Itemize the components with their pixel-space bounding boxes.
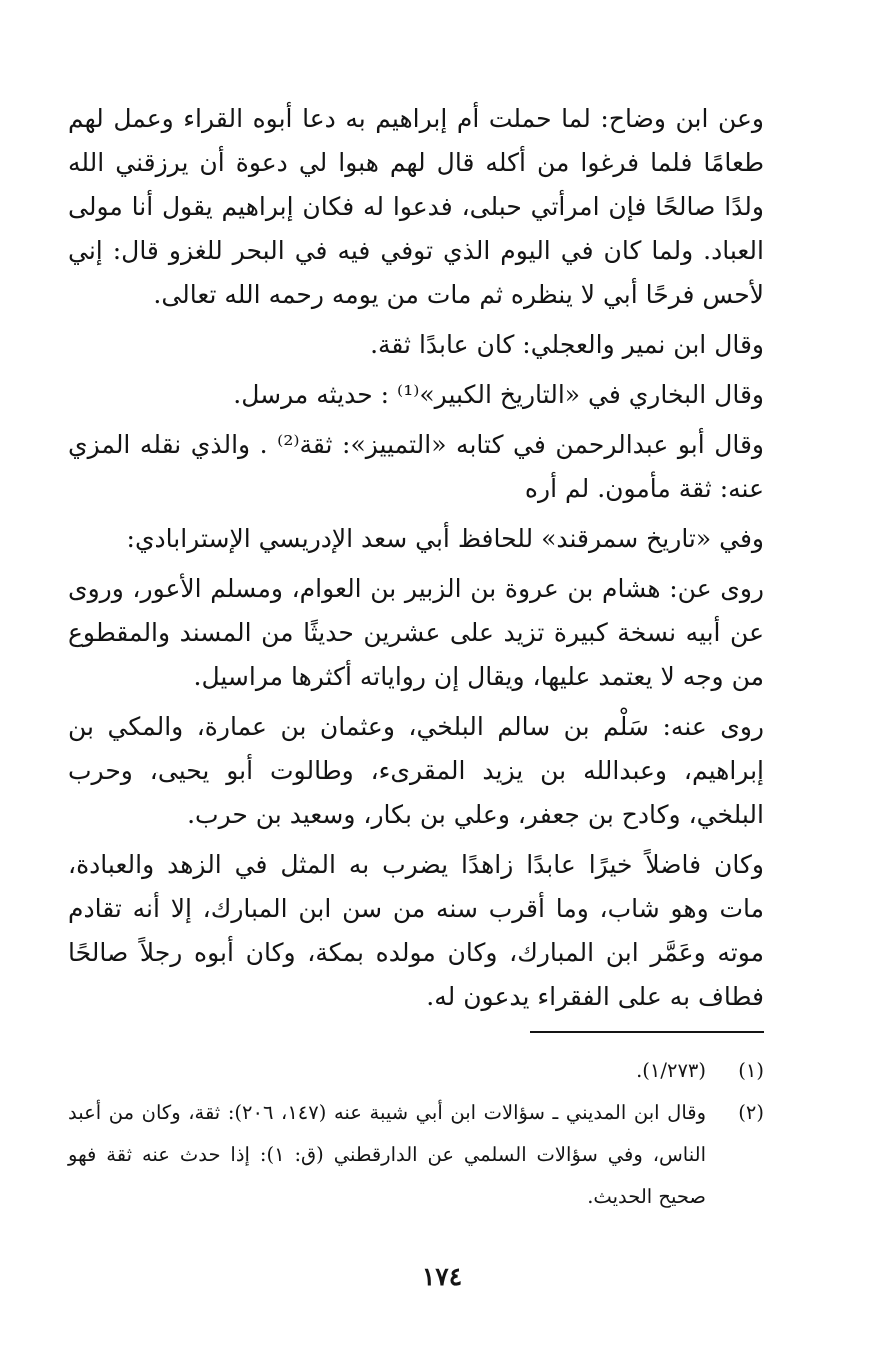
footnotes — [68, 1050, 764, 1218]
paragraph-abu-abdulrahman: وقال أبو عبدالرحمن في كتابه «التمييز»: ثقة⁽²⁾ . والذي نقله المزي عنه: ثقة مأمون. لم أره — [68, 430, 764, 503]
paragraph-bukhari: وقال البخاري في «التاريخ الكبير»⁽¹⁾ : حديثه مرسل. — [233, 380, 764, 409]
footnote-number: (٢) — [738, 1101, 764, 1124]
footnote-1 — [68, 1050, 764, 1092]
main-text — [68, 97, 764, 1025]
footnote-2 — [68, 1092, 764, 1218]
paragraph-biography: وكان فاضلاً خيرًا عابدًا زاهدًا يضرب به المثل في الزهد والعبادة، مات وهو شاب، وما أقرب سنه من سن ابن المبارك، إلا أنه تقادم موته وعَمَّر ابن المبارك، وكان مولده بمكة، وكان أبوه رجلاً صالحًا فطاف به على الفقراء يدعون له. — [68, 850, 764, 1011]
footnote-text: وقال ابن المديني ـ سؤالات ابن أبي شيبة عنه (١٤٧، ٢٠٦): ثقة، وكان من أعبد الناس، وفي سؤالات السلمي عن الدارقطني (ق: ١): إذا حدث عنه ثقة فهو صحيح الحديث. — [68, 1101, 706, 1208]
paragraph-ibn-waddah: وعن ابن وضاح: لما حملت أم إبراهيم به دعا أبوه القراء وعمل لهم طعامًا فلما فرغوا من أكله قال لهم هبوا لي دعوة أن يرزقني الله ولدًا صالحًا فإن امرأتي حبلى، فدعوا له فكان إبراهيم يقول أنا مولى العباد. ولما كان في اليوم الذي توفي فيه في البحر للغزو قال: إني لأحس فرحًا أبي لا ينظره ثم مات من يومه رحمه الله تعالى. — [68, 104, 764, 309]
page-number: ١٧٤ — [421, 1262, 463, 1291]
paragraph-ibn-numayr: وقال ابن نمير والعجلي: كان عابدًا ثقة. — [370, 330, 764, 359]
footnote-number: (١) — [738, 1059, 764, 1082]
footnote-text: (١/٢٧٣). — [636, 1059, 706, 1082]
paragraph-rawa-anhu: روى عنه: سَلْم بن سالم البلخي، وعثمان بن عمارة، والمكي بن إبراهيم، وعبدالله بن يزيد المقرىء، وطالوت أبو يحيى، وحرب البلخي، وكادح بن جعفر، وعلي بن بكار، وسعيد بن حرب. — [68, 712, 764, 829]
paragraph-tarikh-samarqand: وفي «تاريخ سمرقند» للحافظ أبي سعد الإدريسي الإسترابادي: — [126, 524, 764, 553]
paragraph-rawa-an: روى عن: هشام بن عروة بن الزبير بن العوام، ومسلم الأعور، وروى عن أبيه نسخة كبيرة تزيد على عشرين حديثًا من المسند والمقطوع من وجه لا يعتمد عليها، ويقال إن رواياته أكثرها مراسيل. — [68, 574, 764, 691]
footnote-separator — [530, 1031, 764, 1033]
